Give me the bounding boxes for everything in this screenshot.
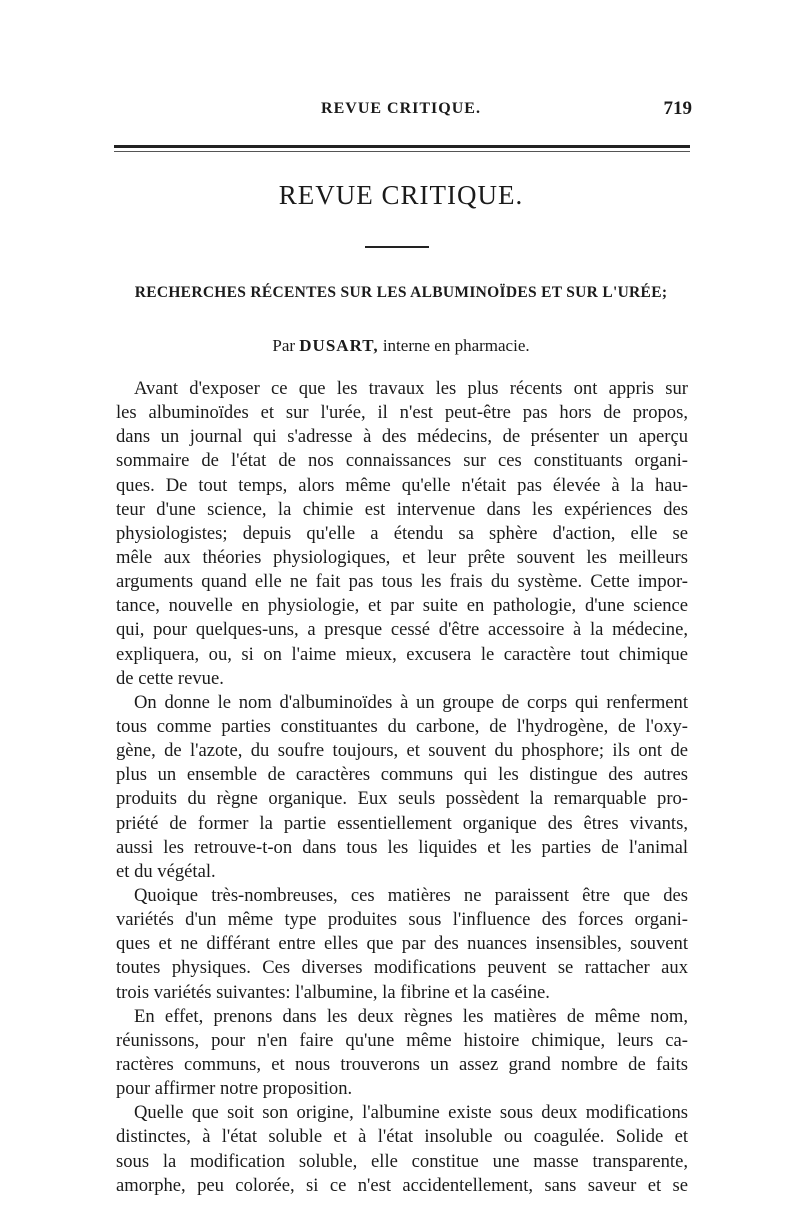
text-line: En effet, prenons dans les deux règnes les matières de même nom, [134,1005,688,1027]
text-line: ques. De tout temps, alors même qu'elle n'était pas élevée à la hau- [116,474,688,496]
article-title: RECHERCHES RÉCENTES SUR LES ALBUMINOÏDES ET SUR L'URÉE; [134,284,668,301]
text-line: les albuminoïdes et sur l'urée, il n'est peut-être pas hors de propos, [116,402,688,424]
title-divider [365,246,429,248]
text-line: teur d'une science, la chimie est intervenue dans les expériences des [116,498,688,520]
header-rule-thin [114,151,690,152]
text-line: Quoique très-nombreuses, ces matières ne paraissent être que des [134,884,688,906]
text-line: Avant d'exposer ce que les travaux les plus récents ont appris sur [134,378,688,399]
text-line: pour affirmer notre proposition. [116,1078,353,1100]
text-line: expliquera, ou, si on l'aime mieux, excusera le caractère tout chimique [116,643,688,665]
text-line: On donne le nom d'albuminoïdes à un groupe de corps qui renferment [134,691,688,713]
text-line: ques et ne différant entre elles que par des nuances insensibles, souvent [116,933,688,955]
author-name: DUSART, [299,336,379,355]
text-line: distinctes, à l'état soluble et à l'état insoluble ou coagulée. Solide et [116,1126,688,1148]
text-line: gène, de l'azote, du soufre toujours, et souvent du phosphore; ils ont de [116,740,688,762]
text-line: et du végétal. [116,860,216,882]
text-line: sous la modification soluble, elle constitue une masse transparente, [116,1150,688,1172]
byline-suffix: interne en pharmacie. [382,336,530,355]
text-line: sommaire de l'état de nos connaissances sur ces constituants organi- [116,450,688,472]
text-line: trois variétés suivantes: l'albumine, la fibrine et la caséine. [116,981,550,1003]
running-title: REVUE CRITIQUE. [321,100,481,117]
text-line: aussi les retrouve-t-on dans tous les liquides et les parties de l'animal [116,836,688,858]
text-line: produits du règne organique. Eux seuls possèdent la remarquable pro- [116,788,688,810]
header-rule [114,145,690,148]
byline [116,336,686,356]
section-title: REVUE CRITIQUE. [278,180,524,210]
text-line: de cette revue. [116,667,224,689]
text-line: Quelle que soit son origine, l'albumine existe sous deux modifications [134,1102,688,1124]
text-line: physiologistes; depuis qu'elle a étendu sa sphère d'action, elle se [116,522,688,544]
text-line: tous comme parties constituantes du carbone, de l'hydrogène, de l'oxy- [116,715,688,737]
text-line: priété de former la partie essentiellement organique des êtres vivants, [116,812,688,834]
text-line: réunissons, pour n'en faire qu'une même histoire chimique, leurs ca- [116,1029,688,1051]
text-line: variétés d'un même type produites sous l'influence des forces organi- [116,909,688,931]
body-text [116,377,688,1198]
text-line: mêle aux théories physiologiques, et leur prête souvent les meilleurs [116,546,688,568]
page-number: 719 [663,98,692,119]
text-line: ractères communs, et nous trouverons un assez grand nombre de faits [116,1053,688,1075]
text-line: plus un ensemble de caractères communs qui les distingue des autres [116,764,688,786]
text-line: toutes physiques. Ces diverses modifications peuvent se rattacher aux [116,957,688,979]
text-line: dans un journal qui s'adresse à des médecins, de présenter un aperçu [116,426,688,448]
running-head [116,98,692,124]
text-line: arguments quand elle ne fait pas tous les frais du système. Cette impor- [116,571,688,593]
text-line: amorphe, peu colorée, si ce n'est accidentellement, sans saveur et se [116,1174,688,1196]
text-line: qui, pour quelques-uns, a presque cessé d'être accessoire à la médecine, [116,619,688,641]
byline-prefix: Par [272,336,296,355]
text-line: tance, nouvelle en physiologie, et par suite en pathologie, d'une science [116,595,688,617]
